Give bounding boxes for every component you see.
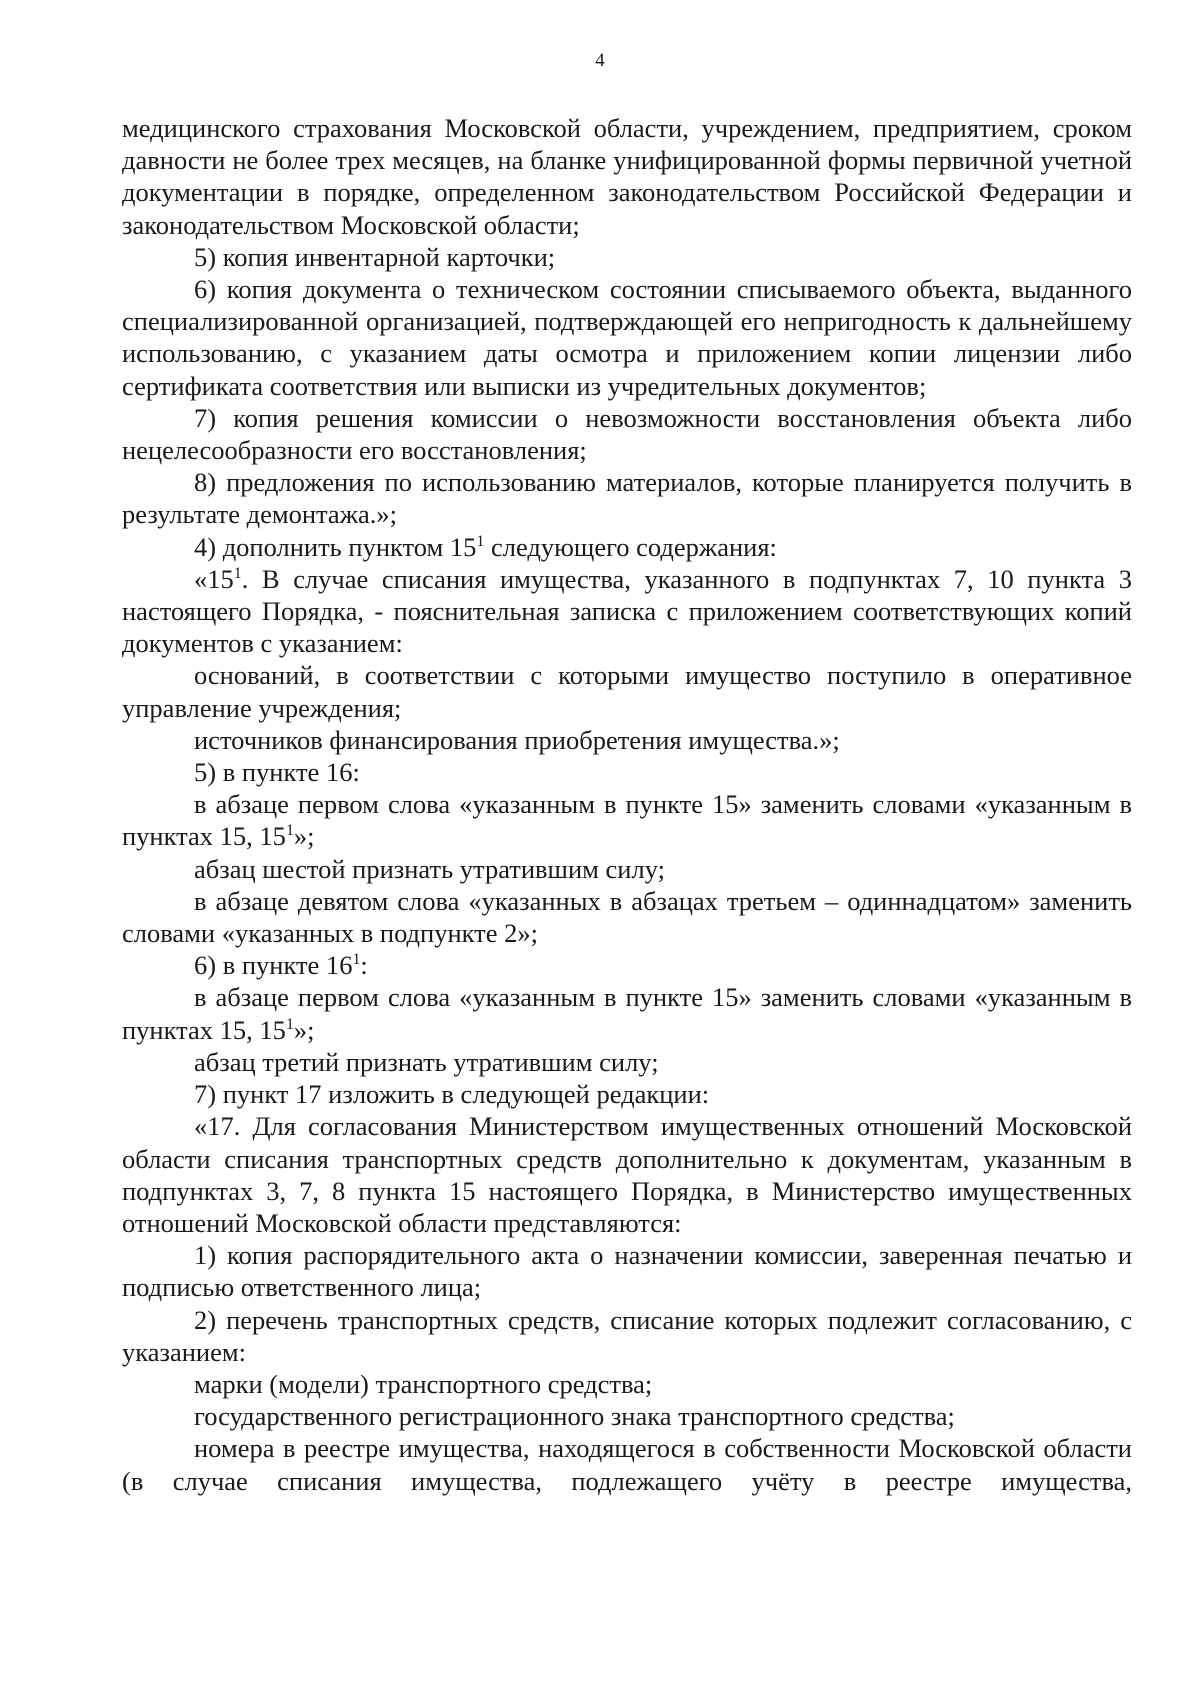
paragraph-text: в абзаце девятом слова «указанных в абзацах третьем – одиннадцатом» заменить словами «указанных в подпункте 2»; <box>122 885 1132 949</box>
superscript: 1 <box>352 951 361 969</box>
paragraph-text: 7) копия решения комиссии о невозможности восстановления объекта либо нецелесообразности его восстановления; <box>122 402 1132 466</box>
paragraph-text-tail: : <box>360 950 368 981</box>
superscript: 1 <box>285 1015 294 1033</box>
paragraph <box>122 1110 1132 1239</box>
paragraph-text: 5) в пункте 16: <box>194 757 360 788</box>
paragraph-text: 8) предложения по использованию материалов, которые планируется получить в результате демонтажа.»; <box>122 467 1132 530</box>
paragraph <box>122 1432 1132 1496</box>
paragraph-text: «17. Для согласования Министерством имущественных отношений Московской области списания транспортных средств дополнительно к документам, указанным в подпунктах 3, 7, 8 пункта 15 настоящего Порядка, в Министерство имущественных отношений Московской области представляются: <box>122 1111 1132 1238</box>
paragraph <box>122 1400 1132 1432</box>
paragraph <box>122 1368 1132 1400</box>
paragraph-text: источников финансирования приобретения имущества.»; <box>194 724 840 755</box>
paragraph <box>122 853 1132 885</box>
page-number: 4 <box>595 50 605 71</box>
superscript: 1 <box>476 532 485 550</box>
paragraph-text: 7) пункт 17 изложить в следующей редакции: <box>194 1079 710 1110</box>
paragraph-text: 2) перечень транспортных средств, списание которых подлежит согласованию, с указанием: <box>122 1304 1132 1367</box>
paragraph-text: государственного регистрационного знака транспортного средства; <box>194 1401 955 1432</box>
paragraph <box>122 1046 1132 1078</box>
paragraph <box>122 1239 1132 1303</box>
paragraph-text: 1) копия распорядительного акта о назначении комиссии, заверенная печатью и подписью ответственного лица; <box>122 1240 1132 1303</box>
paragraph <box>122 756 1132 788</box>
paragraph-text: 6) копия документа о техническом состоянии списываемого объекта, выданного специализированной организацией, подтверждающей его непригодность к дальнейшему использованию, с указанием даты осмотра и приложением копии лицензии либо сертификата соответствия или выписки из учредительных документов; <box>122 274 1132 401</box>
paragraph-text: абзац шестой признать утратившим силу; <box>194 853 665 884</box>
paragraph <box>122 563 1132 660</box>
paragraph-text-tail: »; <box>293 1014 315 1045</box>
paragraph <box>122 531 1132 563</box>
paragraph <box>122 1078 1132 1110</box>
paragraph-text: 5) копия инвентарной карточки; <box>194 241 556 272</box>
document-body <box>122 112 1132 1497</box>
paragraph <box>122 241 1132 273</box>
paragraph <box>122 659 1132 723</box>
paragraph-text-tail: следующего содержания: <box>484 531 777 562</box>
paragraph-text: «15 <box>194 563 234 594</box>
superscript: 1 <box>285 822 294 840</box>
paragraph <box>122 724 1132 756</box>
paragraph-text: марки (модели) транспортного средства; <box>194 1368 653 1399</box>
paragraph <box>122 885 1132 949</box>
paragraph-text-tail: . В случае списания имущества, указанного в подпунктах 7, 10 пункта 3 настоящего Порядка, - пояснительная записка с приложением соответствующих копий документов с указанием: <box>122 563 1132 659</box>
paragraph-text: оснований, в соответствии с которыми имущество поступило в оперативное управление учреждения; <box>122 660 1132 723</box>
paragraph-text: в абзаце первом слова «указанным в пункте 15» заменить словами «указанным в пунктах 15, 15 <box>122 789 1132 852</box>
paragraph-text: 6) в пункте 16 <box>194 950 353 981</box>
paragraph <box>122 788 1132 852</box>
paragraph <box>122 112 1132 241</box>
superscript: 1 <box>233 565 242 583</box>
paragraph-text: 4) дополнить пунктом 15 <box>194 531 477 562</box>
paragraph <box>122 1304 1132 1368</box>
paragraph-text: в абзаце первом слова «указанным в пункте 15» заменить словами «указанным в пунктах 15, 15 <box>122 982 1132 1045</box>
paragraph <box>122 402 1132 466</box>
paragraph-text: номера в реестре имущества, находящегося в собственности Московской области (в случае списания имущества, подлежащего учёту в реестре имущества, <box>122 1433 1132 1496</box>
paragraph <box>122 273 1132 402</box>
paragraph-text: абзац третий признать утратившим силу; <box>194 1046 659 1077</box>
paragraph-text-tail: »; <box>293 821 315 852</box>
paragraph <box>122 466 1132 530</box>
paragraph <box>122 949 1132 981</box>
paragraph-text: медицинского страхования Московской области, учреждением, предприятием, сроком давности не более трех месяцев, на бланке унифицированной формы первичной учетной документации в порядке, определенном законодательством Российской Федерации и законодательством Московской области; <box>122 113 1132 240</box>
paragraph <box>122 981 1132 1045</box>
